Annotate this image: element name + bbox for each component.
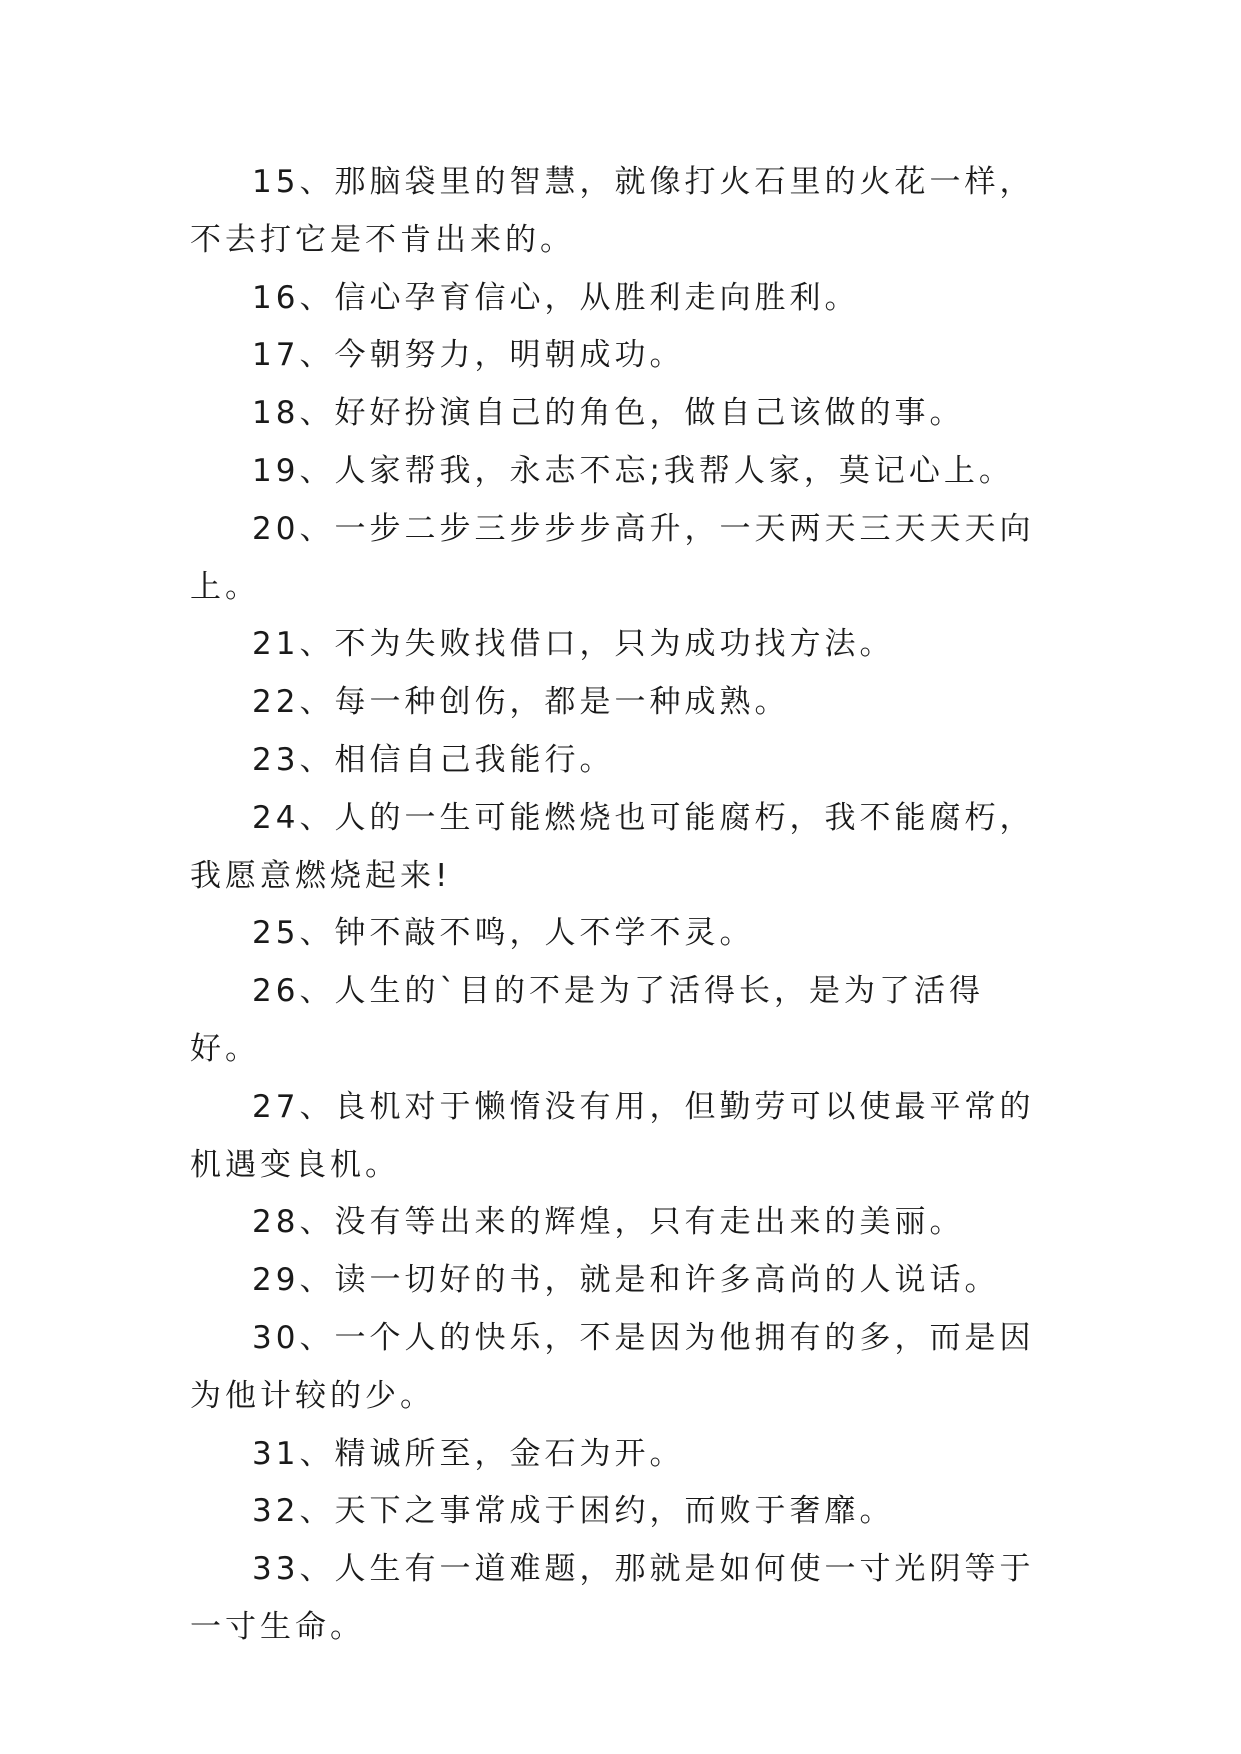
quote-item-24: 24、人的一生可能燃烧也可能腐朽，我不能腐朽，我愿意燃烧起来!: [190, 799, 1035, 894]
quote-item-26: 26、人生的`目的不是为了活得长，是为了活得好。: [190, 973, 984, 1067]
quote-item-25: 25、钟不敲不鸣，人不学不灵。: [252, 915, 755, 952]
quote-item-18: 18、好好扮演自己的角色，做自己该做的事。: [252, 395, 965, 432]
quote-item-16: 16、信心孕育信心，从胜利走向胜利。: [252, 279, 860, 316]
quote-item-23: 23、相信自己我能行。: [252, 741, 615, 778]
quote-item-29: 29、读一切好的书，就是和许多高尚的人说话。: [252, 1262, 1000, 1299]
quote-item-19: 19、人家帮我，永志不忘;我帮人家，莫记心上。: [252, 452, 1014, 489]
quote-item-20: 20、一步二步三步步步高升，一天两天三天天天向上。: [190, 510, 1035, 605]
quote-item-33: 33、人生有一道难题，那就是如何使一寸光阴等于一寸生命。: [190, 1551, 1035, 1645]
quote-item-30: 30、一个人的快乐，不是因为他拥有的多，而是因为他计较的少。: [190, 1319, 1035, 1414]
quote-item-31: 31、精诚所至，金石为开。: [252, 1435, 685, 1472]
quote-item-27: 27、良机对于懒惰没有用，但勤劳可以使最平常的机遇变良机。: [190, 1088, 1035, 1183]
quote-item-32: 32、天下之事常成于困约，而败于奢靡。: [252, 1493, 895, 1530]
quote-item-22: 22、每一种创伤，都是一种成熟。: [252, 684, 790, 721]
quote-item-17: 17、今朝努力，明朝成功。: [252, 337, 685, 374]
quote-item-21: 21、不为失败找借口，只为成功找方法。: [252, 626, 895, 663]
quote-item-28: 28、没有等出来的辉煌，只有走出来的美丽。: [252, 1204, 965, 1241]
quote-list: [190, 154, 1052, 1657]
quote-item-15: 15、那脑袋里的智慧，就像打火石里的火花一样，不去打它是不肯出来的。: [190, 164, 1035, 258]
